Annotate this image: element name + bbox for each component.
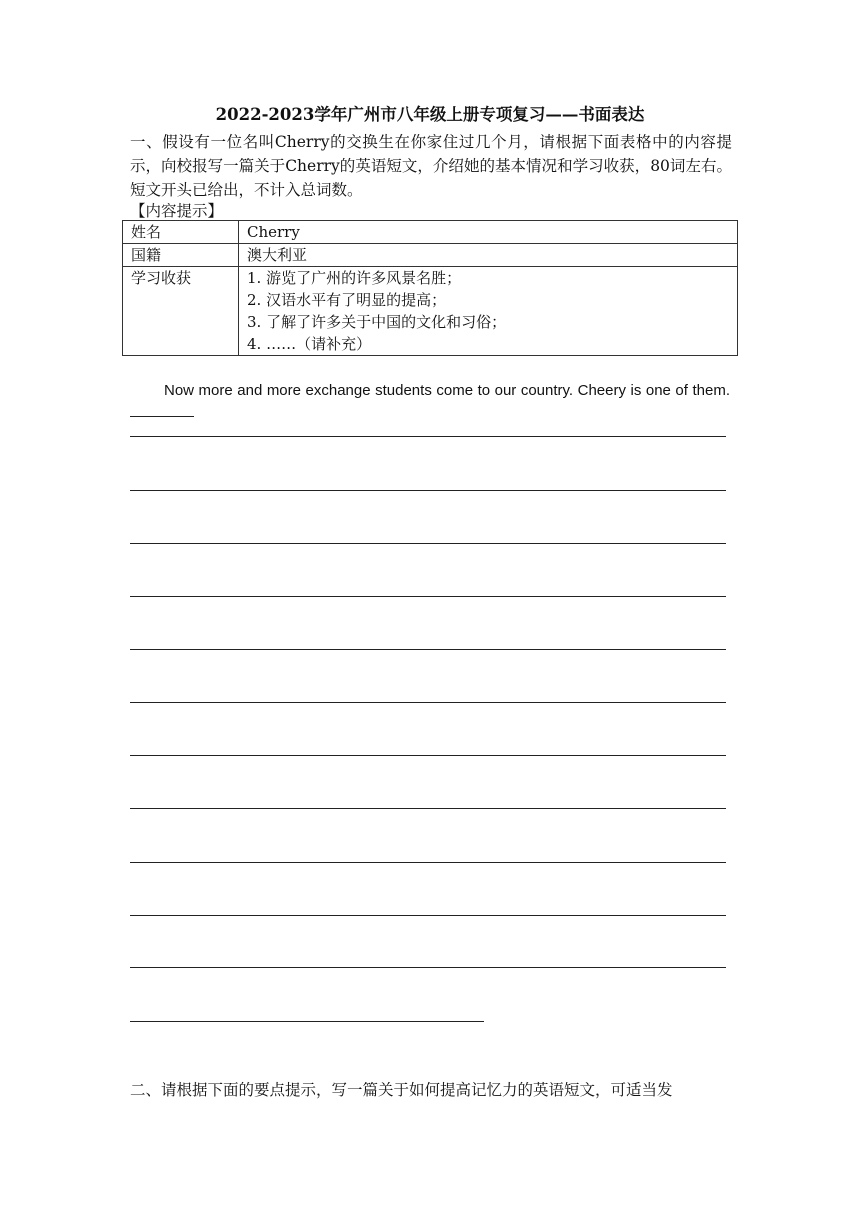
writing-line[interactable] [130,808,726,809]
writing-line[interactable] [130,862,726,863]
opener-text: Now more and more exchange students come to our country. Cheery is one of them. [164,382,730,399]
writing-line[interactable] [130,1021,484,1022]
table-cell-label: 学习收获 [123,267,239,356]
content-hint-table [122,220,738,356]
page-title: 2022-2023学年广州市八年级上册专项复习——书面表达 [215,105,645,124]
question-2-prompt: 二、请根据下面的要点提示，写一篇关于如何提高记忆力的英语短文，可适当发 [130,1081,673,1099]
table-cell-label: 国籍 [123,244,239,267]
list-item: 3. 了解了许多关于中国的文化和习俗； [247,313,507,331]
writing-line[interactable] [130,915,726,916]
table-row [123,267,738,356]
writing-line[interactable] [130,436,726,437]
table-row [123,244,738,267]
list-item: 4. ……（请补充） [247,335,372,353]
essay-opener [130,380,730,424]
table-cell-value: Cherry [239,221,738,244]
table-cell-value: 澳大利亚 [239,244,738,267]
list-item: 2. 汉语水平有了明显的提高； [247,291,447,309]
writing-line[interactable] [130,543,726,544]
list-item: 1. 游览了广州的许多风景名胜； [247,269,462,287]
fill-blank[interactable] [130,402,194,417]
writing-line[interactable] [130,755,726,756]
hint-heading: 【内容提示】 [130,202,224,220]
writing-line[interactable] [130,967,726,968]
table-cell-label: 姓名 [123,221,239,244]
writing-line[interactable] [130,596,726,597]
table-row [123,221,738,244]
question-1-prompt [130,130,732,202]
writing-line[interactable] [130,490,726,491]
writing-line[interactable] [130,702,726,703]
table-cell-list [239,267,738,356]
writing-line[interactable] [130,649,726,650]
question-1-text: 一、假设有一位名叫Cherry的交换生在你家住过几个月，请根据下面表格中的内容提示，向校报写一篇关于Cherry的英语短文，介绍她的基本情况和学习收获，80词左右。短文开头已给出，不计入总词数。 [130,133,732,199]
